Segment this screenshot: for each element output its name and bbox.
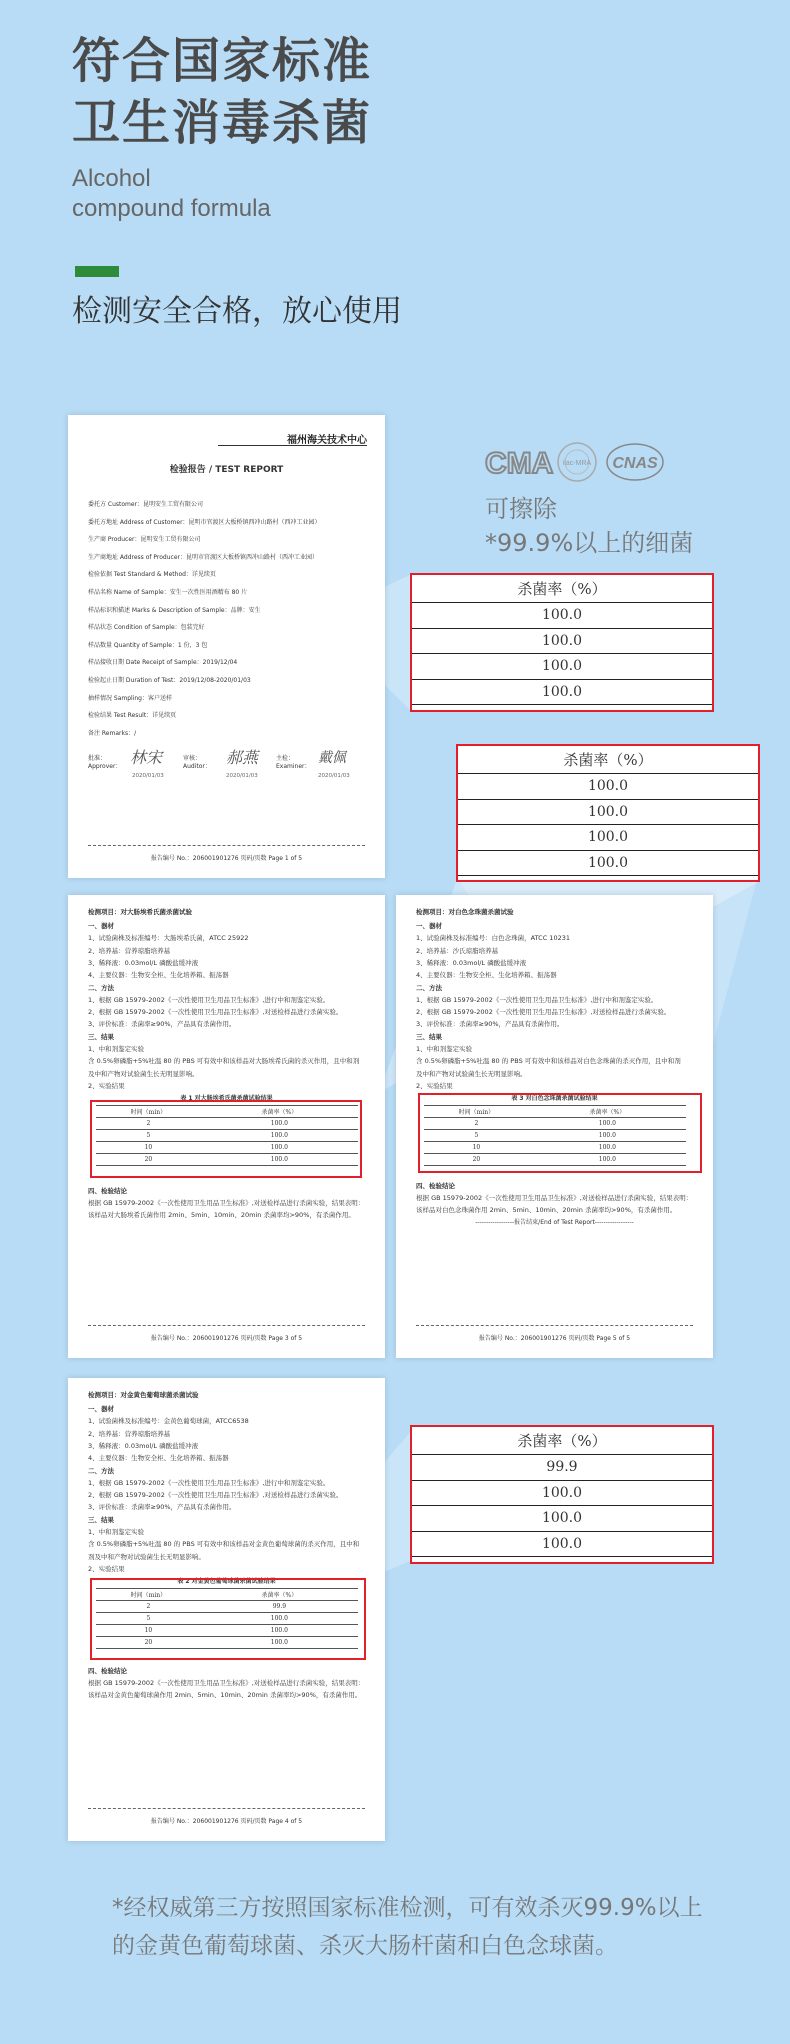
callout-table-3 xyxy=(410,1425,714,1564)
report-body-line: 1、中和剂鉴定实验 xyxy=(88,1045,145,1053)
conclusion-line-2: 该样品对大肠埃希氏菌作用 2min、5min、10min、20min 杀菌率均>90%，有杀菌作用。 xyxy=(88,1211,355,1219)
footer-rule xyxy=(88,845,365,846)
callout-value: 100.0 xyxy=(412,1531,712,1557)
sign-date-1: 2020/01/03 xyxy=(132,773,164,779)
table-caption: 表 1 对大肠埃希氏菌杀菌试验结果 xyxy=(180,1095,273,1102)
headline-line-1: 符合国家标准 xyxy=(72,33,373,89)
report-body-line: 2、培养基：营养琼脂培养基 xyxy=(88,946,171,955)
report-field-row: 检验结果 Test Result：详见续页 xyxy=(88,712,177,720)
report-body-line: 1、根据 GB 15979-2002《一次性使用卫生用品卫生标准》,进行中和剂鉴定实验。 xyxy=(88,1478,330,1487)
callout-value: 100.0 xyxy=(458,774,758,800)
rate-cell: 100.0 xyxy=(201,1142,358,1154)
signature-approver: 林宋 xyxy=(130,748,163,767)
time-cell: 20 xyxy=(96,1637,201,1649)
callout-row xyxy=(412,628,712,654)
end-of-report: ------------------报告结束/End of Test Report------------------ xyxy=(475,1219,634,1226)
report-body-line: 4、主要仪器：生物安全柜、生化培养箱、振荡器 xyxy=(88,1454,229,1463)
approver-label: 批准： xyxy=(88,755,107,762)
time-cell: 20 xyxy=(96,1154,201,1166)
report-field-row: 抽样情况 Sampling：客户送样 xyxy=(88,694,172,702)
report-body-line: 剂及中和产物对试验菌生长无明显影响。 xyxy=(88,1552,205,1561)
sign-date-2: 2020/01/03 xyxy=(226,773,258,779)
callout-table-2 xyxy=(456,744,760,882)
report-body-line: 3、稀释液：0.03mol/L 磷酸盐缓冲液 xyxy=(88,958,199,967)
test-item-title: 检测项目：对大肠埃希氏菌杀菌试验 xyxy=(88,908,192,916)
callout-row xyxy=(412,679,712,705)
rate-cell: 100.0 xyxy=(201,1130,358,1142)
rate-cell: 100.0 xyxy=(529,1118,686,1130)
report-body-line: 1、中和剂鉴定实验 xyxy=(88,1528,145,1536)
page-footer: 报告编号 No.：206001901276 页码/页数 Page 3 of 5 xyxy=(150,1335,303,1342)
time-cell: 10 xyxy=(424,1142,529,1154)
report-page-5 xyxy=(396,895,713,1358)
callout-table-grid xyxy=(412,575,712,705)
rate-cell: 100.0 xyxy=(201,1118,358,1130)
report-body-line: 二、方法 xyxy=(88,1466,114,1475)
report-body-line: 3、评价标准：杀菌率≥90%，产品具有杀菌作用。 xyxy=(88,1020,236,1029)
report-body-line: 含 0.5%卵磷脂+5%吐温 80 的 PBS 可有效中和该样品对金黄色葡萄球菌的杀灭作用，且中和 xyxy=(88,1540,360,1549)
report-field-row: 生产商地址 Address of Producer：昆明市官渡区大板桥镇西冲山路村（西冲工业园） xyxy=(88,553,318,561)
callout-value: 100.0 xyxy=(458,799,758,825)
callout-value: 100.0 xyxy=(412,654,712,680)
report-body-line: 二、方法 xyxy=(88,983,114,992)
cert-logos-svg xyxy=(485,440,665,484)
rate-cell: 100.0 xyxy=(201,1154,358,1166)
table-caption: 表 3 对白色念珠菌杀菌试验结果 xyxy=(511,1095,598,1102)
report-body-line: 2、培养基：沙氏琼脂培养基 xyxy=(416,946,499,955)
callout-value: 100.0 xyxy=(412,628,712,654)
callout-header: 杀菌率（%） xyxy=(412,575,712,603)
callout-header: 杀菌率（%） xyxy=(412,1427,712,1455)
test-item-title: 检测项目：对金黄色葡萄球菌杀菌试验 xyxy=(88,1391,199,1399)
report-field-row: 样品状态 Condition of Sample：包装完好 xyxy=(88,624,205,632)
callout-header-row xyxy=(458,746,758,774)
auditor-label: 审核： xyxy=(183,755,202,762)
conclusion-title: 四、检验结论 xyxy=(88,1187,127,1195)
time-cell: 2 xyxy=(96,1118,201,1130)
highlight-box xyxy=(90,1100,362,1178)
conclusion-line-1: 根据 GB 15979-2002《一次性使用卫生用品卫生标准》,对送检样品进行杀菌实验，结果表明： xyxy=(88,1679,365,1687)
conclusion-title: 四、检验结论 xyxy=(416,1182,455,1190)
report-body-line: 3、评价标准：杀菌率≥90%，产品具有杀菌作用。 xyxy=(88,1503,236,1512)
report-body-line: 1、试验菌株及标准编号：大肠埃希氏菌，ATCC 25922 xyxy=(88,934,249,943)
callout-value: 100.0 xyxy=(412,1506,712,1532)
sign-date-3: 2020/01/03 xyxy=(318,773,350,779)
report-field-row: 委托方 Customer：昆明安生工贸有限公司 xyxy=(88,501,204,508)
report-body-line: 一、器材 xyxy=(88,922,114,930)
report-field-row: 检验起止日期 Duration of Test：2019/12/08-2020/01/03 xyxy=(88,677,251,684)
signature-auditor: 郝燕 xyxy=(226,748,259,767)
certification-logos xyxy=(485,440,665,488)
tagline: 检测安全合格，放心使用 xyxy=(72,294,402,329)
report-body-line: 及中和产物对试验菌生长无明显影响。 xyxy=(88,1069,199,1078)
callout-value: 100.0 xyxy=(412,1480,712,1506)
callout-row xyxy=(412,1506,712,1532)
highlight-box xyxy=(90,1578,366,1660)
callout-row xyxy=(412,1531,712,1557)
report-body-line: 3、稀释液：0.03mol/L 磷酸盐缓冲液 xyxy=(88,1441,199,1450)
subtitle-en-line-2: compound formula xyxy=(72,195,271,222)
rate-cell: 100.0 xyxy=(201,1613,358,1625)
header-rule xyxy=(218,445,367,446)
footnote xyxy=(112,1889,752,1965)
cert-caption-line-1: 可擦除 xyxy=(485,495,557,523)
report-body-line: 4、主要仪器：生物安全柜、生化培养箱、振荡器 xyxy=(416,971,557,980)
report-body-line: 1、根据 GB 15979-2002《一次性使用卫生用品卫生标准》,进行中和剂鉴定实验。 xyxy=(416,995,658,1004)
report-body-line: 1、试验菌株及标准编号：金黄色葡萄球菌，ATCC6538 xyxy=(88,1417,249,1426)
report-field-row: 备注 Remarks：/ xyxy=(88,729,137,737)
callout-value: 100.0 xyxy=(412,679,712,705)
time-cell: 5 xyxy=(424,1130,529,1142)
report-field-row: 样品接收日期 Date Receipt of Sample：2019/12/04 xyxy=(88,659,238,667)
callout-row xyxy=(458,825,758,851)
conclusion-line-2: 该样品对白色念珠菌作用 2min、5min、10min、20min 杀菌率均>90%，有杀菌作用。 xyxy=(416,1206,677,1214)
report-page-3 xyxy=(68,895,385,1358)
callout-value: 99.9 xyxy=(412,1455,712,1481)
report-body-line: 2、实验结果 xyxy=(416,1081,453,1090)
conclusion-line-1: 根据 GB 15979-2002《一次性使用卫生用品卫生标准》,对送检样品进行杀菌实验，结果表明： xyxy=(88,1199,365,1207)
test-item-title: 检测项目：对白色念珠菌杀菌试验 xyxy=(416,908,514,916)
rate-cell: 100.0 xyxy=(529,1142,686,1154)
time-cell: 5 xyxy=(96,1130,201,1142)
ilac-mra-logo-icon xyxy=(558,443,596,481)
rate-cell: 100.0 xyxy=(201,1637,358,1649)
report-body-line: 2、根据 GB 15979-2002《一次性使用卫生用品卫生标准》,对送检样品进行杀菌实验。 xyxy=(88,1008,343,1017)
footnote-line-2: 的金黄色葡萄球菌、杀灭大肠杆菌和白色念球菌。 xyxy=(112,1933,618,1959)
time-cell: 2 xyxy=(96,1601,201,1613)
time-cell: 2 xyxy=(424,1118,529,1130)
report-field-row: 样品名称 Name of Sample：安生一次性医用酒精布 80 片 xyxy=(88,589,248,596)
report-body-line: 含 0.5%卵磷脂+5%吐温 80 的 PBS 可有效中和该样品对白色念珠菌的杀灭作用，且中和剂 xyxy=(416,1057,681,1066)
page-footer: 报告编号 No.：206001901276 页码/页数 Page 1 of 5 xyxy=(150,855,303,862)
callout-table-grid xyxy=(412,1427,712,1557)
agency-name: 福州海关技术中心 xyxy=(287,435,367,446)
col-time-header: 时间（min） xyxy=(424,1106,529,1118)
callout-table-grid xyxy=(458,746,758,876)
callout-value: 100.0 xyxy=(458,850,758,876)
report-body-line: 三、结果 xyxy=(416,1032,442,1041)
col-rate-header: 杀菌率（%） xyxy=(529,1106,686,1118)
signature-examiner: 戴佩 xyxy=(318,750,346,766)
callout-header-row xyxy=(412,1427,712,1455)
callout-header: 杀菌率（%） xyxy=(458,746,758,774)
cnas-logo-icon xyxy=(607,444,663,480)
ilac-logo-text: ilac-MRA xyxy=(562,460,592,467)
report-field-row: 委托方地址 Address of Customer：昆明市官渡区大板桥镇西冲山路村（西冲工业园） xyxy=(88,518,321,526)
report-body-line: 一、器材 xyxy=(416,922,442,930)
callout-value: 100.0 xyxy=(412,603,712,629)
time-cell: 20 xyxy=(424,1154,529,1166)
report-body-line: 二、方法 xyxy=(416,983,442,992)
subtitle-en-line-1: Alcohol xyxy=(72,165,151,192)
report-body-line: 1、试验菌株及标准编号：白色念珠菌，ATCC 10231 xyxy=(416,934,570,943)
examiner-label: 主检： xyxy=(276,755,295,762)
footer-rule xyxy=(88,1808,365,1809)
report-body-line: 三、结果 xyxy=(88,1032,114,1041)
time-cell: 10 xyxy=(96,1142,201,1154)
rate-cell: 100.0 xyxy=(529,1130,686,1142)
cert-caption xyxy=(485,492,693,560)
rate-cell: 99.9 xyxy=(201,1601,358,1613)
approver-label-en: Approver： xyxy=(88,763,122,770)
report-body-line: 3、评价标准：杀菌率≥90%，产品具有杀菌作用。 xyxy=(416,1020,564,1029)
headline-line-2: 卫生消毒杀菌 xyxy=(72,95,373,151)
cert-caption-line-2: *99.9%以上的细菌 xyxy=(485,529,694,557)
footnote-line-1: *经权威第三方按照国家标准检测，可有效杀灭99.9%以上 xyxy=(112,1895,703,1921)
col-time-header: 时间（min） xyxy=(96,1589,201,1601)
callout-row xyxy=(412,1480,712,1506)
cma-logo-icon xyxy=(485,447,553,480)
report-page-4 xyxy=(68,1378,385,1841)
examiner-label-en: Examiner： xyxy=(276,763,311,770)
report-field-row: 样品标识和描述 Marks & Description of Sample：品牌：安生 xyxy=(88,606,261,614)
report-body-line: 2、实验结果 xyxy=(88,1081,125,1090)
callout-row xyxy=(412,603,712,629)
callout-row xyxy=(458,850,758,876)
callout-row xyxy=(458,799,758,825)
col-time-header: 时间（min） xyxy=(96,1106,201,1118)
conclusion-line-1: 根据 GB 15979-2002《一次性使用卫生用品卫生标准》,对送检样品进行杀菌实验，结果表明： xyxy=(416,1194,693,1202)
callout-row xyxy=(412,654,712,680)
rate-cell: 100.0 xyxy=(201,1625,358,1637)
callout-value: 100.0 xyxy=(458,825,758,851)
report-body-line: 1、根据 GB 15979-2002《一次性使用卫生用品卫生标准》,进行中和剂鉴定实验。 xyxy=(88,995,330,1004)
callout-row xyxy=(412,1455,712,1481)
col-rate-header: 杀菌率（%） xyxy=(201,1589,358,1601)
report-body-line: 2、根据 GB 15979-2002《一次性使用卫生用品卫生标准》,对送检样品进行杀菌实验。 xyxy=(416,1008,671,1017)
report-body-line: 2、根据 GB 15979-2002《一次性使用卫生用品卫生标准》,对送检样品进行杀菌实验。 xyxy=(88,1491,343,1500)
table-caption: 表 2 对金黄色葡萄球菌杀菌试验结果 xyxy=(177,1578,276,1585)
callout-header-row xyxy=(412,575,712,603)
report-field-row: 生产商 Producer：昆明安生工贸有限公司 xyxy=(88,536,201,544)
footer-rule xyxy=(416,1325,693,1326)
report-field-row: 检验依据 Test Standard & Method：详见续页 xyxy=(88,571,216,579)
conclusion-line-2: 该样品对金黄色葡萄球菌作用 2min、5min、10min、20min 杀菌率均>90%，有杀菌作用。 xyxy=(88,1691,362,1699)
report-body-line: 3、稀释液：0.03mol/L 磷酸盐缓冲液 xyxy=(416,958,527,967)
report-body-line: 三、结果 xyxy=(88,1515,114,1524)
footer-rule xyxy=(88,1325,365,1326)
report-body-line: 1、中和剂鉴定实验 xyxy=(416,1045,473,1053)
report-body-line: 2、培养基：营养琼脂培养基 xyxy=(88,1429,171,1438)
highlight-box xyxy=(418,1093,702,1173)
callout-row xyxy=(458,774,758,800)
report-field-row: 样品数量 Quantity of Sample：1 份，3 包 xyxy=(88,641,208,649)
report-title: 检验报告 / TEST REPORT xyxy=(169,465,284,475)
rate-cell: 100.0 xyxy=(529,1154,686,1166)
cma-logo-text: CMA xyxy=(485,447,554,480)
report-page-1 xyxy=(68,415,385,878)
conclusion-title: 四、检验结论 xyxy=(88,1667,127,1675)
report-body-line: 一、器材 xyxy=(88,1405,114,1413)
col-rate-header: 杀菌率（%） xyxy=(201,1106,358,1118)
cnas-logo-text: CNAS xyxy=(612,455,658,472)
report-body-line: 4、主要仪器：生物安全柜、生化培养箱、振荡器 xyxy=(88,971,229,980)
callout-table-1 xyxy=(410,573,714,712)
report-body-line: 2、实验结果 xyxy=(88,1564,125,1573)
time-cell: 5 xyxy=(96,1613,201,1625)
page-footer: 报告编号 No.：206001901276 页码/页数 Page 5 of 5 xyxy=(478,1335,631,1342)
time-cell: 10 xyxy=(96,1625,201,1637)
page-footer: 报告编号 No.：206001901276 页码/页数 Page 4 of 5 xyxy=(150,1818,303,1825)
report-body-line: 及中和产物对试验菌生长无明显影响。 xyxy=(416,1069,527,1078)
auditor-label-en: Auditor： xyxy=(183,763,211,770)
report-body-line: 含 0.5%卵磷脂+5%吐温 80 的 PBS 可有效中和该样品对大肠埃希氏菌的杀灭作用，且中和剂 xyxy=(88,1057,360,1066)
